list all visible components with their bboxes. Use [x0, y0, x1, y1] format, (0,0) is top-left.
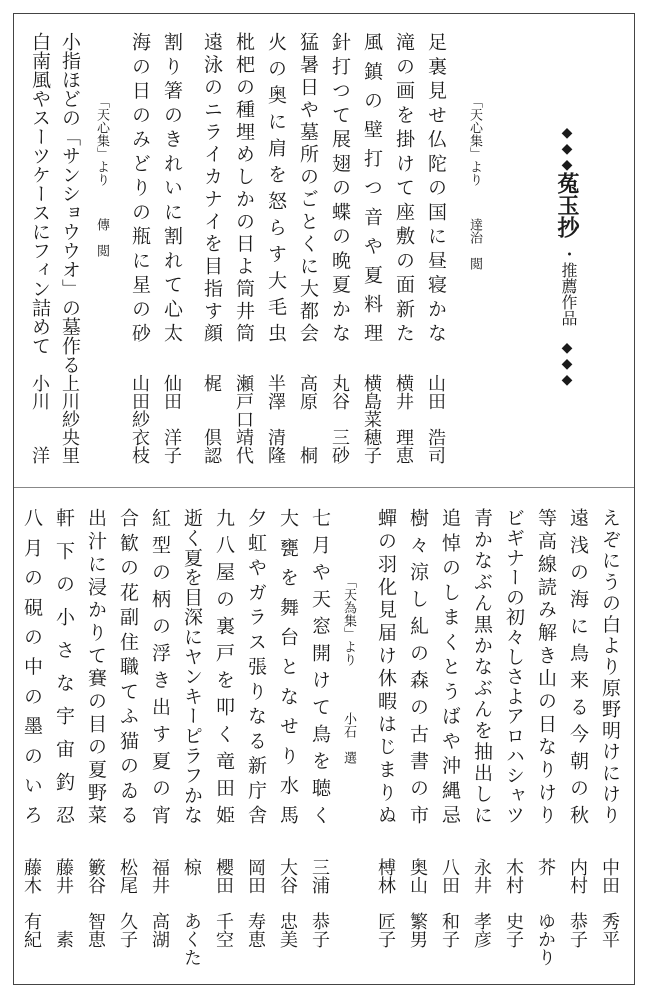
haiku-text: 遠浅の海に鳥来る今朝の秋	[567, 508, 589, 824]
source-book: 「天為集」より	[341, 575, 356, 666]
haiku-text: えぞにうの白より原野明けにけり	[599, 508, 621, 824]
haiku-text: 白南風やスーツケースにフィン詰めて	[29, 32, 51, 355]
haiku-author: 丸谷 三砂	[329, 374, 350, 464]
section-title: 菟玉抄	[554, 172, 580, 238]
haiku-text: 追悼のしまくとうばや沖縄忌	[439, 508, 461, 824]
haiku-author: 高原 桐	[297, 374, 318, 464]
section-subtitle: ・推薦作品	[559, 246, 578, 326]
haiku-author: 芥 ゆかり	[535, 858, 556, 966]
haiku-author: 横井 理恵	[393, 374, 414, 464]
haiku-text: 蟬の羽化見届け休暇はじまりぬ	[375, 508, 397, 824]
haiku-author: 上川紗央里	[59, 374, 80, 464]
source-book: 「天心集」より	[467, 95, 482, 186]
haiku-author: 山田紗衣枝	[129, 374, 150, 464]
haiku-author: 榑林 匠子	[375, 858, 396, 948]
haiku-text: 猛暑日や墓所のごとくに大都会	[297, 32, 319, 342]
section-divider	[14, 487, 634, 488]
haiku-text: 七月や天窓開けて鳥を聴く	[309, 508, 331, 824]
source-book: 「天心集」より	[94, 95, 109, 186]
haiku-text: 青かなぶん黒かなぶんを抽出しに	[471, 508, 493, 824]
haiku-author: 松尾 久子	[117, 858, 138, 948]
haiku-text: 逝く夏を目深にヤンキーピラフかな	[181, 508, 203, 824]
haiku-text: 足裏見せ仏陀の国に昼寝かな	[425, 32, 447, 342]
haiku-author: 岡田 寿恵	[245, 858, 266, 948]
haiku-author: 椋 あくた	[181, 858, 202, 966]
source-selector: 傳 閲	[94, 218, 109, 257]
haiku-author: 横島菜穂子	[361, 374, 382, 464]
haiku-author: 藤井 素	[53, 858, 74, 948]
haiku-text: 小指ほどの「サンショウウオ」の墓作る	[59, 32, 81, 374]
haiku-author: 籔谷 智恵	[85, 858, 106, 948]
haiku-author: 半澤 清隆	[265, 374, 286, 464]
haiku-text: 海の日のみどりの瓶に星の砂	[129, 32, 151, 342]
diamond-ornament-bottom: ◆◆◆	[559, 340, 575, 388]
haiku-author: 内村 恭子	[567, 858, 588, 948]
haiku-author: 藤木 有紀	[21, 858, 42, 948]
haiku-text: 樹々涼し糺の森の古書の市	[407, 508, 429, 824]
haiku-text: 火の奥に肩を怒らす大毛虫	[265, 32, 287, 342]
haiku-author: 中田 秀平	[599, 858, 620, 948]
haiku-text: 紅型の柄の浮き出す夏の宵	[149, 508, 171, 824]
haiku-text: 八月の硯の中の墨のいろ	[21, 508, 43, 824]
haiku-text: 風鎮の壁打つ音や夏料理	[361, 32, 383, 342]
haiku-text: 枇杷の種埋めしかの日よ筒井筒	[233, 32, 255, 342]
haiku-author: 木村 史子	[503, 858, 524, 948]
haiku-text: 針打つて展翅の蝶の晩夏かな	[329, 32, 351, 342]
haiku-text: 九八屋の裏戸を叩く竜田姫	[213, 508, 235, 824]
haiku-author: 山田 浩司	[425, 374, 446, 464]
haiku-text: 遠泳のニライカナイを目指す顔	[201, 32, 223, 342]
haiku-author: 三浦 恭子	[309, 858, 330, 948]
haiku-author: 梶 倶認	[201, 374, 222, 464]
haiku-author: 大谷 忠美	[277, 858, 298, 948]
haiku-author: 櫻田 千空	[213, 858, 234, 948]
haiku-text: 大甕を舞台となせり水馬	[277, 508, 299, 824]
haiku-text: 夕虹やガラス張りなる新庁舎	[245, 508, 267, 824]
haiku-text: 割り箸のきれいに割れて心太	[161, 32, 183, 342]
haiku-author: 瀬戸口靖代	[233, 374, 254, 464]
haiku-author: 永井 孝彦	[471, 858, 492, 948]
diamond-ornament-top: ◆◆◆	[559, 125, 575, 173]
haiku-text: 滝の画を掛けて座敷の面新た	[393, 32, 415, 342]
haiku-text: 合歓の花副住職てふ猫のゐる	[117, 508, 139, 824]
source-selector: 達治 閲	[467, 218, 482, 270]
haiku-text: ビギナーの初々しさよアロハシャツ	[503, 508, 525, 824]
haiku-author: 八田 和子	[439, 858, 460, 948]
haiku-text: 等高線読み解き山の日なりけり	[535, 508, 557, 824]
haiku-author: 仙田 洋子	[161, 374, 182, 464]
haiku-author: 福井 高湖	[149, 858, 170, 948]
haiku-author: 奥山 繁男	[407, 858, 428, 948]
haiku-author: 小川 洋	[29, 374, 50, 464]
haiku-text: 軒下の小さな宇宙釣忍	[53, 508, 75, 824]
source-selector: 小石 選	[341, 712, 356, 764]
haiku-text: 出汁に浸かりて賽の目の夏野菜	[85, 508, 107, 824]
